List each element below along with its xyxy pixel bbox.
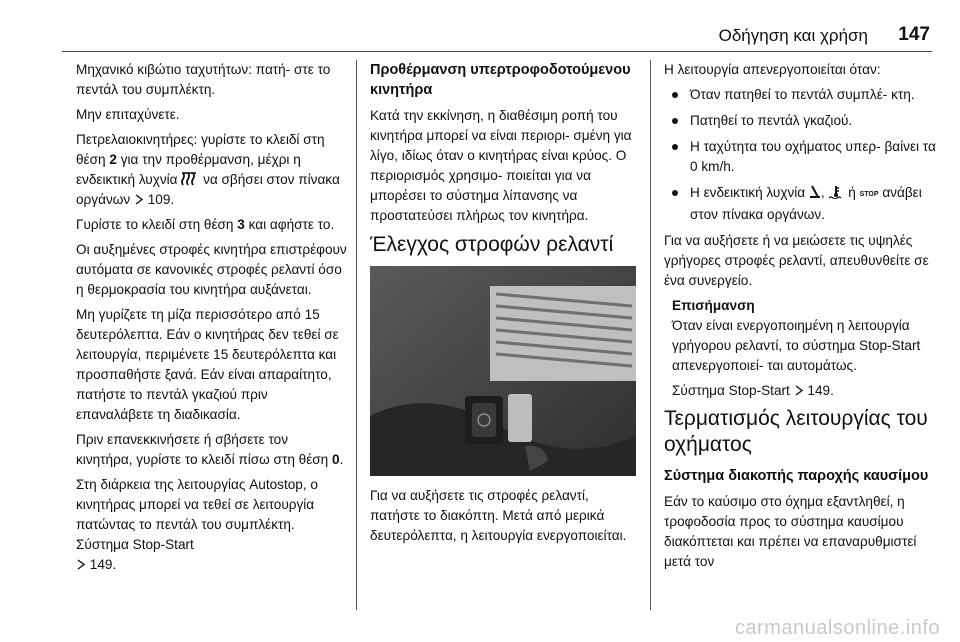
column-left: [76, 60, 348, 580]
handbrake-icon: [809, 185, 821, 200]
stop-indicator-label: STOP: [859, 191, 879, 198]
paragraph: Για να αυξήσετε τις στροφές ρελαντί, πατήστε το διακόπτη. Μετά από μερικά δευτερόλεπτα, η λειτουργία ενεργοποιείται.: [370, 488, 627, 543]
idle-switch-photo: [370, 266, 636, 476]
position-number: 0: [332, 452, 340, 467]
note-title: Επισήμανση: [672, 298, 755, 313]
subsection-heading: Σύστημα διακοπής παροχής καυσίμου: [664, 468, 929, 484]
paragraph: [76, 430, 348, 470]
page-ref-icon: [76, 557, 86, 572]
text: ,: [820, 185, 829, 200]
list-item: [664, 183, 936, 225]
bullet-dot: [672, 118, 678, 124]
note-ref: [672, 381, 936, 401]
page-ref-icon: [134, 192, 144, 207]
paragraph: [76, 130, 348, 210]
text: Στη διάρκεια της λειτουργίας Autostop, ο κινητήρας μπορεί να τεθεί σε λειτουργία πατώντας το πεντάλ του συμπλέκτη. Σύστημα Stop-Start: [76, 477, 318, 552]
text: και αφήστε το.: [244, 217, 335, 232]
paragraph: Μη γυρίζετε τη μίζα περισσότερο από 15 δευτερόλεπτα. Εάν ο κινητήρας δεν τεθεί σε λειτουργία, περιμένετε 15 δευτερόλεπτα και προσπαθήστε ξανά. Εάν είναι απαραίτητο, πατήστε το πεντάλ γκαζιού πριν επαναλάβετε τη διαδικασία.: [76, 307, 339, 422]
bullet-list: [664, 85, 936, 225]
page-ref[interactable]: 149.: [803, 383, 834, 398]
paragraph: Η λειτουργία απενεργοποιείται όταν:: [664, 62, 881, 77]
list-item: [664, 85, 936, 105]
page-ref[interactable]: 109.: [143, 192, 175, 207]
column-divider-2: [650, 60, 651, 610]
list-item: [664, 111, 936, 131]
paragraph: [76, 475, 348, 575]
bullet-dot: [672, 190, 678, 196]
text: .: [339, 452, 344, 467]
text: για την προθέρμανση, μέχρι η ενδεικτική λυχνία: [76, 152, 301, 187]
column-divider-1: [356, 60, 357, 610]
paragraph: Για να αυξήσετε ή να μειώσετε τις υψηλές γρήγορες στροφές ρελαντί, απευθυνθείτε σε ένα συνεργείο.: [664, 233, 929, 288]
note-body: Όταν είναι ενεργοποιημένη η λειτουργία γρήγορου ρελαντί, το σύστημα Stop-Start απενεργοποιεί- ται αυτομάτως.: [672, 318, 921, 373]
page-number: 147: [898, 24, 930, 45]
coolant-temp-icon: [828, 185, 844, 200]
page-ref[interactable]: 149.: [86, 557, 117, 572]
text: ή: [844, 185, 860, 200]
text: Πατηθεί το πεντάλ γκαζιού.: [690, 113, 853, 128]
text: Σύστημα Stop-Start: [672, 383, 794, 398]
bullet-dot: [672, 144, 678, 150]
section-heading: Έλεγχος στροφών ρελαντί: [370, 233, 614, 256]
paragraph: Μην επιταχύνετε.: [76, 107, 180, 122]
text: Πριν επανεκκινήσετε ή σβήσετε τον κινητήρα, γυρίστε το κλειδί πίσω στη θέση: [76, 432, 333, 467]
paragraph: [76, 215, 348, 235]
column-right: [664, 60, 936, 577]
paragraph: Μηχανικό κιβώτιο ταχυτήτων: πατή- στε το πεντάλ του συμπλέκτη.: [76, 62, 331, 97]
text: Η ενδεικτική λυχνία: [690, 185, 809, 200]
page-ref-icon: [794, 383, 804, 398]
paragraph: Εάν το καύσιμο στο όχημα εξαντληθεί, η τροφοδοσία προς το σύστημα καυσίμου διακόπτεται και πρέπει να επαναρυθμιστεί μετά τον: [664, 494, 917, 569]
text: Γυρίστε το κλειδί στη θέση: [76, 217, 238, 232]
position-number: 2: [109, 152, 117, 167]
page-header: [0, 0, 960, 52]
glow-plug-icon: [181, 172, 199, 187]
watermark: carmanualsonline.info: [734, 617, 940, 639]
list-item: [664, 137, 936, 177]
text: Πετρελαιοκινητήρες: γυρίστε το κλειδί στη θέση: [76, 132, 325, 167]
section-title: Οδήγηση και χρήση: [718, 26, 868, 45]
position-number: 3: [237, 217, 245, 232]
text: ανάβει στον πίνακα οργάνων.: [690, 185, 922, 222]
paragraph: Οι αυξημένες στροφές κινητήρα επιστρέφουν αυτόματα σε κανονικές στροφές ρελαντί όσο η θερμοκρασία του κινητήρα αυξάνεται.: [76, 242, 347, 297]
text: να σβήσει στον πίνακα οργάνων: [76, 172, 340, 207]
text: Όταν πατηθεί το πεντάλ συμπλέ- κτη.: [690, 87, 915, 102]
text: Η ταχύτητα του οχήματος υπερ- βαίνει τα 0 km/h.: [690, 139, 936, 174]
bullet-dot: [672, 92, 678, 98]
subsection-heading: Προθέρμανση υπερτροφοδοτούμενου κινητήρα: [370, 62, 631, 98]
paragraph: Κατά την εκκίνηση, η διαθέσιμη ροπή του κινητήρα μπορεί να είναι περιορι- σμένη για λίγο, ιδίως όταν ο κινητήρας είναι κρύος. Ο περιορισμός χρησιμο- ποιείται για να μπορέσει το σύστημα λίπανσης να προστατεύσει πλήρως τον κινητήρα.: [370, 108, 632, 223]
column-middle: [370, 60, 638, 551]
note-block: [672, 296, 936, 401]
header-rule: [62, 51, 932, 52]
section-heading: Τερματισμός λειτουργίας του οχήματος: [664, 407, 928, 456]
